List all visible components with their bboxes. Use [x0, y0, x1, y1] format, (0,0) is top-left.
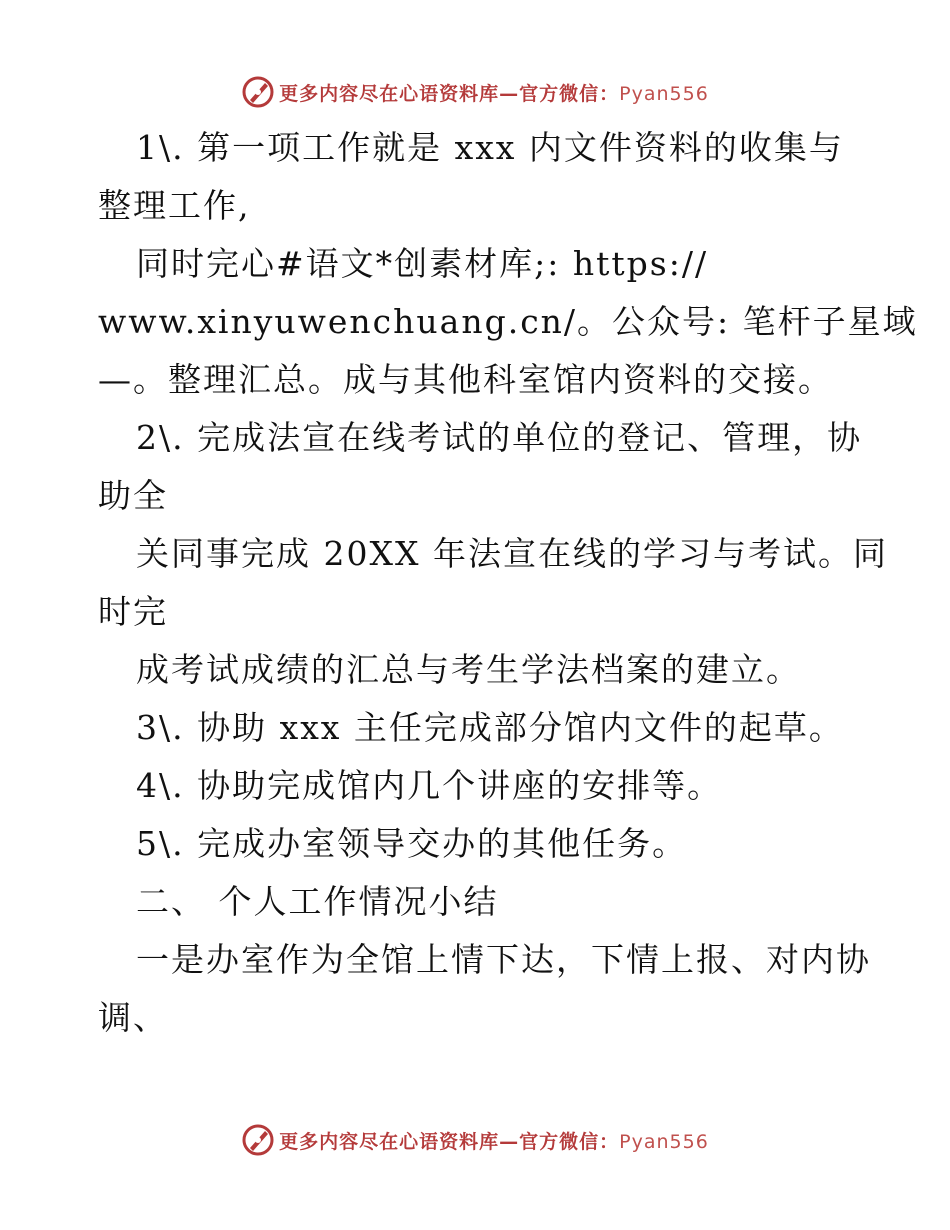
- text-line: 整理工作,: [98, 186, 251, 225]
- text-line: 调、: [98, 998, 168, 1037]
- header-banner: [0, 72, 950, 112]
- footer-banner: [0, 1120, 950, 1160]
- banner-wechat-id: Pyan556: [619, 82, 709, 105]
- text-line: www.xinyuwenchuang.cn/。公众号: 笔杆子星域: [98, 302, 918, 341]
- section-heading: 二、 个人工作情况小结: [136, 882, 499, 921]
- text-line: 3\. 协助 xxx 主任完成部分馆内文件的起草。: [136, 708, 844, 747]
- banner-text-cn: 更多内容尽在心语资料库—官方微信：: [279, 82, 620, 105]
- banner-text: [279, 79, 709, 106]
- text-line: 2\. 完成法宣在线考试的单位的登记、管理，协: [136, 418, 863, 457]
- text-line: 助全: [98, 476, 168, 515]
- text-line: 同时完心#语文*创素材库;: https://: [136, 244, 709, 283]
- text-line: 成考试成绩的汇总与考生学法档案的建立。: [136, 650, 801, 689]
- text-line: 关同事完成 20XX 年法宣在线的学习与考试。同: [136, 534, 888, 573]
- pen-logo-icon: [241, 1123, 275, 1157]
- text-line: 一是办室作为全馆上情下达，下情上报、对内协: [136, 940, 871, 979]
- pen-logo-icon: [241, 75, 275, 109]
- text-line: —。整理汇总。成与其他科室馆内资料的交接。: [98, 360, 833, 399]
- banner-wechat-id: Pyan556: [619, 1130, 709, 1153]
- text-line: 5\. 完成办室领导交办的其他任务。: [136, 824, 688, 863]
- banner-text: [279, 1127, 709, 1154]
- text-line: 时完: [98, 592, 168, 631]
- text-line: 4\. 协助完成馆内几个讲座的安排等。: [136, 766, 723, 805]
- text-line: 1\. 第一项工作就是 xxx 内文件资料的收集与: [136, 128, 844, 167]
- banner-text-cn: 更多内容尽在心语资料库—官方微信：: [279, 1130, 620, 1153]
